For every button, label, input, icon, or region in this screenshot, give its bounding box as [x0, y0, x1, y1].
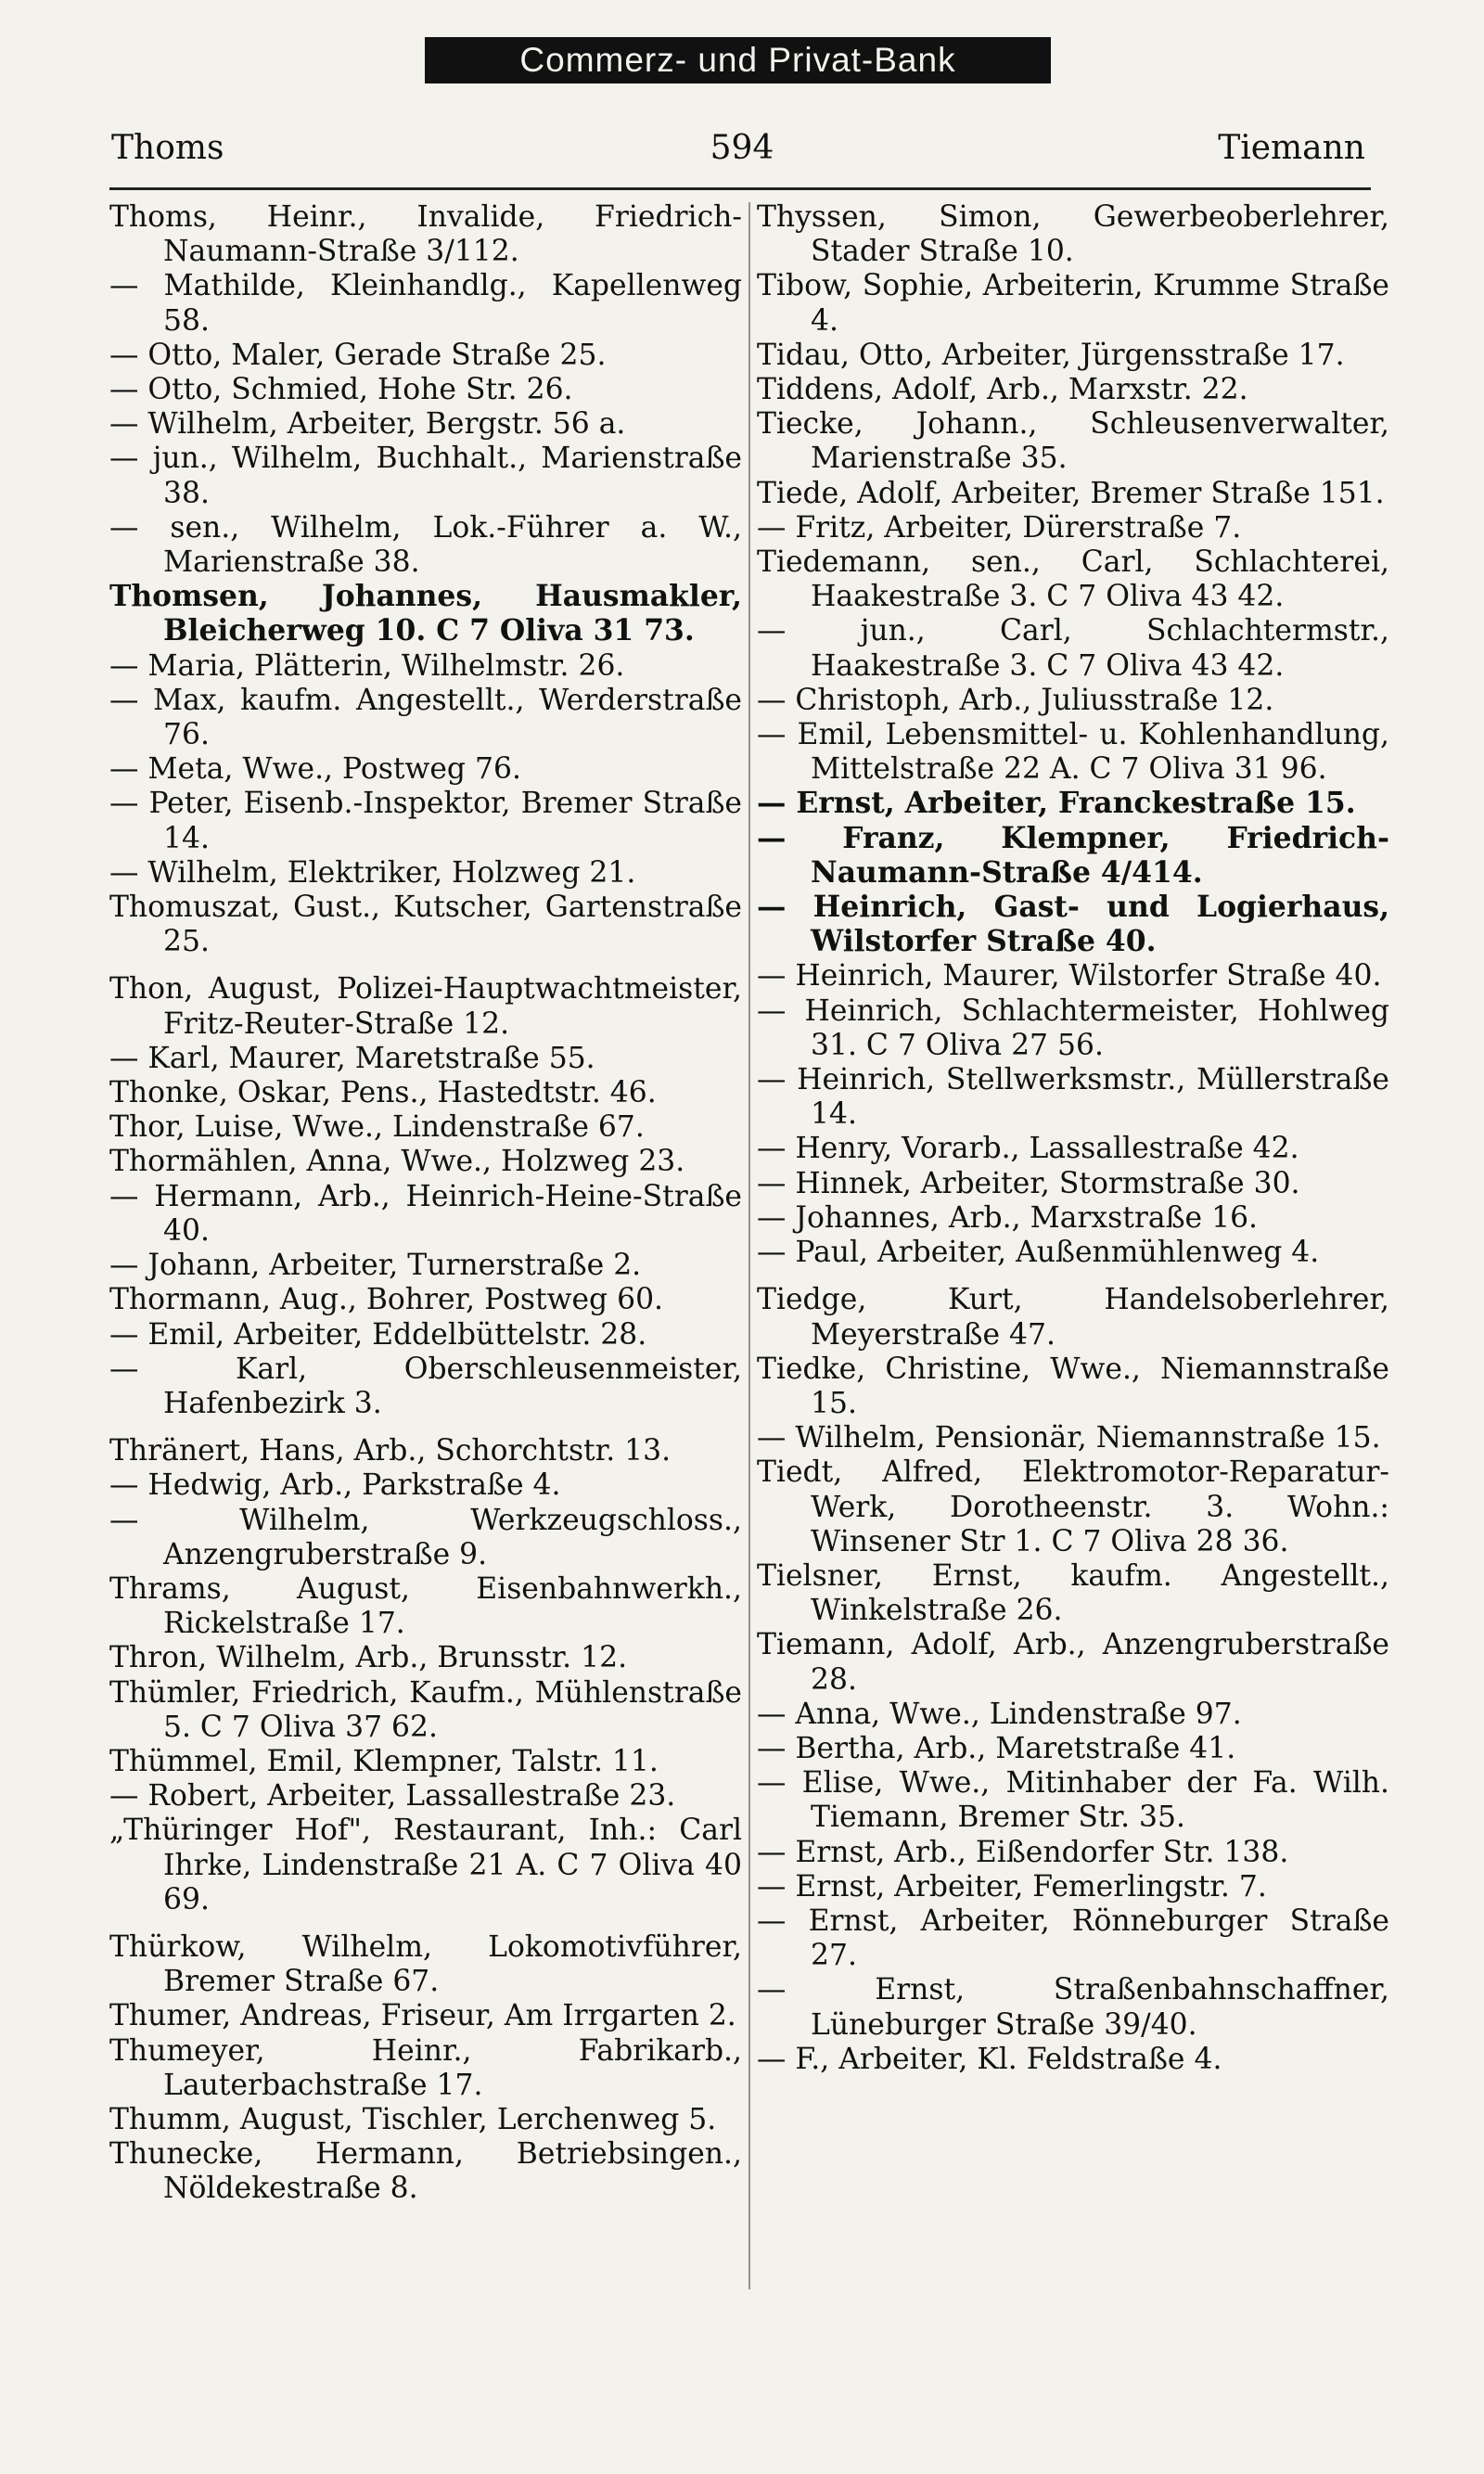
- directory-entry: — Wilhelm, Werkzeugschloss., Anzengruberstraße 9.: [109, 1503, 742, 1571]
- directory-entry: — Johannes, Arb., Marxstraße 16.: [757, 1200, 1259, 1235]
- directory-entry: — Wilhelm, Arbeiter, Bergstr. 56 a.: [109, 407, 626, 442]
- directory-entry: — Paul, Arbeiter, Außenmühlenweg 4.: [757, 1236, 1320, 1270]
- directory-entry: — Ernst, Straßenbahnschaffner, Lüneburger Straße 39/40.: [757, 1973, 1389, 2042]
- directory-entry: — Johann, Arbeiter, Turnerstraße 2.: [109, 1249, 642, 1283]
- directory-entry: — Emil, Arbeiter, Eddelbüttelstr. 28.: [109, 1317, 647, 1352]
- directory-entry: Thomsen, Johannes, Hausmakler, Bleicherweg 10. C 7 Oliva 31 73.: [109, 580, 742, 648]
- header-left-guideword: Thoms: [111, 129, 224, 167]
- directory-entry: Tiedt, Alfred, Elektromotor-Reparatur-Werk, Dorotheenstr. 3. Wohn.: Winsener Str 1. C 7 Oliva 28 36.: [757, 1455, 1389, 1558]
- directory-entry: Thron, Wilhelm, Arb., Brunsstr. 12.: [109, 1641, 628, 1675]
- directory-entry: Thomuszat, Gust., Kutscher, Gartenstraße 25.: [109, 891, 742, 959]
- directory-entry: Tibow, Sophie, Arbeiterin, Krumme Straße 4.: [757, 269, 1389, 338]
- directory-entry: — Bertha, Arb., Maretstraße 41.: [757, 1731, 1236, 1765]
- header-right-guideword: Tiemann: [1218, 129, 1365, 167]
- directory-entry: — F., Arbeiter, Kl. Feldstraße 4.: [757, 2042, 1222, 2076]
- page-number: 594: [710, 129, 774, 167]
- directory-entry: — Anna, Wwe., Lindenstraße 97.: [757, 1697, 1242, 1731]
- directory-entry: Tiedge, Kurt, Handelsoberlehrer, Meyerstraße 47.: [757, 1283, 1389, 1352]
- directory-entry: — Heinrich, Gast- und Logierhaus, Wilstorfer Straße 40.: [757, 891, 1389, 959]
- directory-entry: Thrams, August, Eisenbahnwerkh., Rickelstraße 17.: [109, 1571, 742, 1641]
- directory-entry: — Otto, Schmied, Hohe Str. 26.: [109, 373, 573, 407]
- directory-entry: — Robert, Arbeiter, Lassallestraße 23.: [109, 1779, 676, 1814]
- directory-entry: — Ernst, Arbeiter, Rönneburger Straße 27.: [757, 1904, 1389, 1973]
- directory-entry: — Wilhelm, Elektriker, Holzweg 21.: [109, 855, 636, 890]
- directory-entry: — Henry, Vorarb., Lassallestraße 42.: [757, 1132, 1299, 1166]
- directory-entry: Thonke, Oskar, Pens., Hastedtstr. 46.: [109, 1076, 657, 1110]
- directory-entry: Thormann, Aug., Bohrer, Postweg 60.: [109, 1283, 664, 1317]
- directory-entry: — Franz, Klempner, Friedrich-Naumann-Straße 4/414.: [757, 821, 1389, 890]
- left-column: [109, 200, 742, 2207]
- column-divider: [748, 202, 750, 2289]
- directory-entry: — Max, kaufm. Angestellt., Werderstraße 76.: [109, 683, 742, 752]
- directory-entry: Thunecke, Hermann, Betriebsingen., Nöldekestraße 8.: [109, 2137, 742, 2206]
- directory-entry: Thoms, Heinr., Invalide, Friedrich-Naumann-Straße 3/112.: [109, 200, 742, 269]
- directory-entry: — Mathilde, Kleinhandlg., Kapellenweg 58.: [109, 269, 742, 338]
- directory-entry: — Meta, Wwe., Postweg 76.: [109, 752, 521, 787]
- directory-entry: — Hedwig, Arb., Parkstraße 4.: [109, 1468, 561, 1503]
- directory-entry: Thümler, Friedrich, Kaufm., Mühlenstraße 5. C 7 Oliva 37 62.: [109, 1675, 742, 1744]
- directory-entry: — Heinrich, Maurer, Wilstorfer Straße 40.: [757, 959, 1382, 993]
- directory-entry: — Hermann, Arb., Heinrich-Heine-Straße 40.: [109, 1179, 742, 1248]
- directory-entry: Tidau, Otto, Arbeiter, Jürgensstraße 17.: [757, 338, 1345, 372]
- directory-entry: Thränert, Hans, Arb., Schorchtstr. 13.: [109, 1434, 672, 1468]
- directory-entry: Tiedemann, sen., Carl, Schlachterei, Haakestraße 3. C 7 Oliva 43 42.: [757, 545, 1389, 614]
- directory-entry: — sen., Wilhelm, Lok.-Führer a. W., Marienstraße 38.: [109, 510, 742, 580]
- directory-entry: — Fritz, Arbeiter, Dürerstraße 7.: [757, 510, 1242, 545]
- directory-entry: Thümmel, Emil, Klempner, Talstr. 11.: [109, 1744, 659, 1778]
- directory-entry: — Emil, Lebensmittel- u. Kohlenhandlung, Mittelstraße 22 A. C 7 Oliva 31 96.: [757, 718, 1389, 787]
- directory-entry: Thyssen, Simon, Gewerbeoberlehrer, Stader Straße 10.: [757, 200, 1389, 269]
- directory-entry: Thor, Luise, Wwe., Lindenstraße 67.: [109, 1110, 645, 1145]
- directory-entry: — Peter, Eisenb.-Inspektor, Bremer Straße 14.: [109, 787, 742, 855]
- directory-entry: — jun., Carl, Schlachtermstr., Haakestraße 3. C 7 Oliva 43 42.: [757, 614, 1389, 683]
- directory-entry: Tiedke, Christine, Wwe., Niemannstraße 15.: [757, 1352, 1389, 1420]
- directory-entry: Thumeyer, Heinr., Fabrikarb., Lauterbachstraße 17.: [109, 2033, 742, 2102]
- bank-banner: Commerz- und Privat-Bank: [425, 37, 1051, 83]
- directory-entry: Tiede, Adolf, Arbeiter, Bremer Straße 151.: [757, 476, 1385, 510]
- directory-entry: Tiemann, Adolf, Arb., Anzengruberstraße 28.: [757, 1628, 1389, 1697]
- directory-entry: Thumm, August, Tischler, Lerchenweg 5.: [109, 2102, 717, 2136]
- directory-entry: — Heinrich, Stellwerksmstr., Müllerstraße 14.: [757, 1063, 1389, 1132]
- directory-entry: — Maria, Plätterin, Wilhelmstr. 26.: [109, 648, 625, 683]
- directory-entry: — Ernst, Arb., Eißendorfer Str. 138.: [757, 1835, 1289, 1869]
- directory-entry: — Christoph, Arb., Juliusstraße 12.: [757, 683, 1274, 717]
- directory-entry: Thormählen, Anna, Wwe., Holzweg 23.: [109, 1145, 685, 1179]
- directory-entry: — Karl, Maurer, Maretstraße 55.: [109, 1041, 595, 1075]
- directory-entry: Tiecke, Johann., Schleusenverwalter, Marienstraße 35.: [757, 407, 1389, 476]
- directory-entry: — jun., Wilhelm, Buchhalt., Marienstraße 38.: [109, 442, 742, 510]
- directory-entry: — Otto, Maler, Gerade Straße 25.: [109, 338, 607, 372]
- directory-entry: Tiddens, Adolf, Arb., Marxstr. 22.: [757, 373, 1248, 407]
- directory-entry: „Thüringer Hof", Restaurant, Inh.: Carl Ihrke, Lindenstraße 21 A. C 7 Oliva 40 69.: [109, 1814, 742, 1916]
- directory-entry: Thon, August, Polizei-Hauptwachtmeister, Fritz-Reuter-Straße 12.: [109, 972, 742, 1041]
- directory-entry: — Wilhelm, Pensionär, Niemannstraße 15.: [757, 1421, 1381, 1455]
- directory-entry: Thumer, Andreas, Friseur, Am Irrgarten 2.: [109, 1999, 736, 2033]
- directory-entry: — Hinnek, Arbeiter, Stormstraße 30.: [757, 1166, 1300, 1200]
- directory-entry: Tielsner, Ernst, kaufm. Angestellt., Winkelstraße 26.: [757, 1558, 1389, 1628]
- directory-entry: — Elise, Wwe., Mitinhaber der Fa. Wilh. Tiemann, Bremer Str. 35.: [757, 1766, 1389, 1835]
- directory-entry: — Ernst, Arbeiter, Franckestraße 15.: [757, 787, 1356, 821]
- directory-entry: — Karl, Oberschleusenmeister, Hafenbezirk 3.: [109, 1352, 742, 1420]
- directory-entry: Thürkow, Wilhelm, Lokomotivführer, Bremer Straße 67.: [109, 1929, 742, 1999]
- directory-entry: — Ernst, Arbeiter, Femerlingstr. 7.: [757, 1869, 1267, 1904]
- right-column: [757, 200, 1389, 2077]
- header-rule: [109, 187, 1371, 190]
- directory-entry: — Heinrich, Schlachtermeister, Hohlweg 31. C 7 Oliva 27 56.: [757, 993, 1389, 1062]
